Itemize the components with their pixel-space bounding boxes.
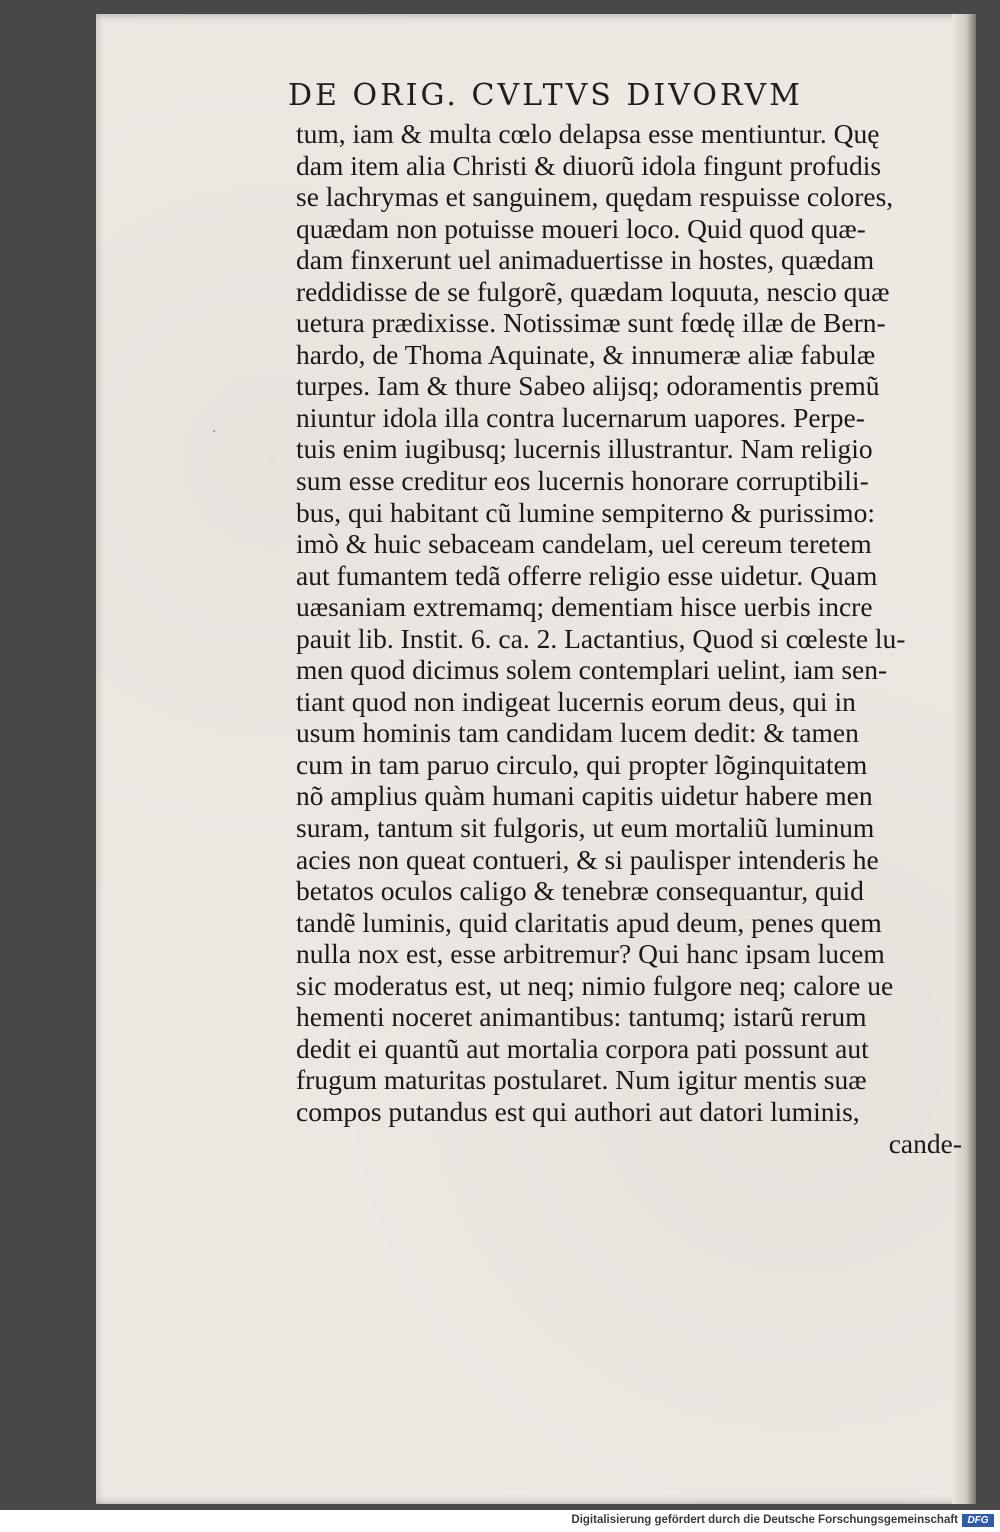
text-line: se lachrymas et sanguinem, quędam respuisse colores, (296, 181, 894, 213)
text-line: usum hominis tam candidam lucem dedit: & tamen (296, 717, 859, 749)
text-line: uæsaniam extremamq; dementiam hisce uerbis incre (296, 591, 873, 623)
footer-credit: Digitalisierung gefördert durch die Deutsche Forschungsgemeinschaft (571, 1514, 958, 1526)
footer (0, 1510, 1000, 1532)
text-line: dedit ei quantũ aut mortalia corpora pati possunt aut (296, 1032, 869, 1064)
text-line: nõ amplius quàm humani capitis uidetur habere men (296, 780, 873, 812)
running-head-text: DE ORIG. CVLTVS DIVORVM (288, 78, 803, 113)
dfg-logo: DFG (962, 1514, 994, 1527)
text-line: acies non queat contueri, & si paulisper intenderis he (296, 843, 879, 875)
catchword: cande- (888, 1127, 962, 1159)
text-line: quædam non potuisse moueri loco. Quid quod quæ- (296, 212, 866, 244)
text-line: nulla nox est, esse arbitremur? Qui hanc ipsam lucem (296, 938, 885, 970)
text-line: frugum maturitas postularet. Num igitur mentis suæ (296, 1064, 867, 1096)
text-line: cum in tam paruo circulo, qui propter lõginquitatem (296, 748, 868, 780)
text-line: aut fumantem tedã offerre religio esse uidetur. Quam (296, 559, 878, 591)
text-line: imò & huic sebaceam candelam, uel cereum teretem (296, 528, 872, 560)
text-line: tandẽ luminis, quid claritatis apud deum, penes quem (296, 906, 882, 938)
text-line: hementi noceret animantibus: tantumq; istarũ rerum (296, 1001, 867, 1033)
text-line: turpes. Iam & thure Sabeo alijsq; odoramentis premũ (296, 370, 880, 402)
text-block (296, 118, 966, 1159)
text-line: sic moderatus est, ut neq; nimio fulgore neq; calore ue (296, 969, 894, 1001)
text-line: uetura prædixisse. Notissimæ sunt fœdę illæ de Bern- (296, 307, 886, 339)
text-line: hardo, de Thoma Aquinate, & innumeræ aliæ fabulæ (296, 338, 876, 370)
text-line: suram, tantum sit fulgoris, ut eum mortaliũ luminum (296, 812, 875, 844)
running-head (288, 78, 948, 113)
text-line: compos putandus est qui authori aut datori luminis, (296, 1095, 860, 1127)
text-line: dam finxerunt uel animaduertisse in hostes, quædam (296, 244, 875, 276)
text-line: tuis enim iugibusq; lucernis illustrantur. Nam religio (296, 433, 873, 465)
text-line: men quod dicimus solem contemplari uelint, iam sen- (296, 654, 888, 686)
text-line: betatos oculos caligo & tenebræ consequantur, quid (296, 875, 864, 907)
text-line: pauit lib. Instit. 6. ca. 2. Lactantius, Quod si cœleste lu- (296, 622, 906, 654)
margin-mark: · (212, 424, 217, 440)
text-line: bus, qui habitant cũ lumine sempiterno & purissimo: (296, 496, 875, 528)
text-line: tum, iam & multa cœlo delapsa esse mentiuntur. Quę (296, 118, 880, 149)
text-line: sum esse creditur eos lucernis honorare corruptibili- (296, 465, 869, 497)
text-line: reddidisse de se fulgorẽ, quædam loquuta, nescio quæ (296, 275, 890, 307)
text-line: niuntur idola illa contra lucernarum uapores. Perpe- (296, 401, 865, 433)
text-line: dam item alia Christi & diuorũ idola fingunt profudis (296, 149, 882, 181)
text-line: tiant quod non indigeat lucernis eorum deus, qui in (296, 685, 856, 717)
